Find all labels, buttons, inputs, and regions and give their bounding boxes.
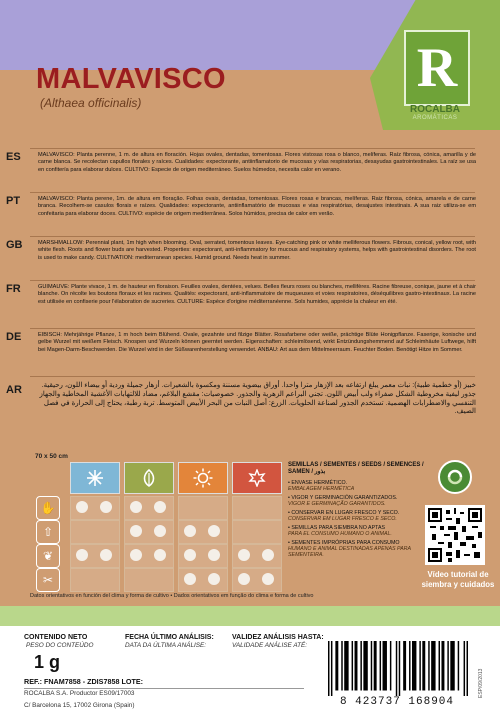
- calendar-dot: [208, 525, 220, 537]
- calendar-cell: [70, 520, 120, 544]
- calendar-cell: [178, 496, 228, 520]
- net-content-label: CONTENIDO NETO: [24, 634, 88, 641]
- qr-code[interactable]: [425, 505, 485, 565]
- barcode: [328, 641, 468, 696]
- barcode-number: 8 423737 168904: [339, 696, 455, 708]
- calendar-dot: [130, 549, 142, 561]
- video-tutorial-label: Vídeo tutorial de siembra y cuidados: [421, 570, 495, 589]
- address: C/ Barcelona 15, 17002 Girona (Spain): [24, 702, 135, 709]
- description-gb: MARSHMALLOW: Perennial plant, 1m high when blooming. Oval, serrated, tomentous leaves. Eye-catching pink or white melliferous flowers. Fibrous, conical, yellow root, with white flesh. Roots and flower buds are harvested. Properties: expectorant, anti-inflammatory for mucous and respiratory systems, helps with gastrointestinal disorders. The root is used to make candy. CULTIVATION: mediterranean species. Humid ground. Needs heat in summer.: [38, 240, 476, 261]
- calendar-dot: [76, 501, 88, 513]
- calendar-dot: [76, 549, 88, 561]
- sun-icon: [178, 462, 228, 494]
- seeds-line: • SEMILLAS PARA SIEMBRA NO APTAS PARA EL CONSUMO HUMANO O ANIMAL.: [288, 525, 392, 538]
- calendar-cell: [232, 496, 282, 520]
- description-de: EIBISCH: Mehrjährige Pflanze, 1 m hoch beim Blühend. Ovale, gezahnte und filzige Blätter. Rosafarbene oder weiße, prächtige Blüte Honigpflanze. Faserige, konische und gelbe Wurzel mit weißem Fleisch. Knospen und Wurzeln können geerntet werden. Eigenschaften: schleimlösend, wirkt Entzündungshemmend auf Schleimhäute Luftwege, hilft bei Magen-Darm-Beschwerden. Die Wurzel wird in der Süßwarenherstellung verwendet. ANBAU: Art aus dem Mittelmeerraum. Feuchter Boden. Benötigt Hitze im Sommer.: [38, 332, 476, 353]
- analysis-date-label: FECHA ÚLTIMO ANÁLISIS:: [125, 634, 214, 641]
- calendar-dot: [154, 549, 166, 561]
- seeds-heading: SEMILLAS / SEMENTES / SEEDS / SEMENCES / SAMEN / بذور: [288, 462, 424, 475]
- product-title: MALVAVISCO: [36, 63, 226, 95]
- divider: [24, 688, 304, 689]
- calendar-dot: [154, 525, 166, 537]
- calendar-cell: [124, 568, 174, 592]
- calendar-dot: [184, 573, 196, 585]
- divider: [30, 148, 475, 149]
- calendar-dot: [100, 501, 112, 513]
- validity-label: VALIDEZ ANÁLISIS HASTA:: [232, 634, 324, 641]
- latin-name: (Althaea officinalis): [40, 96, 142, 110]
- lang-code-ar: AR: [6, 384, 22, 396]
- description-fr: GUIMAUVE: Plante vivace, 1 m. de hauteur en floraison. Feuilles ovales, dentées, velues. Belles fleurs roses ou blanches, mellifères. Racine fibreuse, conique, jaune et à chair blanche. On récolte les boutons floraux et les racines. Qualités: expectorant, anti-inflammatoire de muqueuses et voies respiratoires, déséquilibres gastro-intestinaux. La racine est utilisée en confiserie pour l'élaboration de sucreries. CULTURE: Espèce d'origine méditerranéenne. Sols humides, apprécie la chaleur en été.: [38, 284, 476, 305]
- calendar-cell: [232, 520, 282, 544]
- rocalba-logo: [404, 30, 470, 106]
- net-content-value: 1 g: [34, 652, 61, 672]
- divider: [30, 192, 475, 193]
- reference: REF.: FNAM7858 - ZDIS7858 LOTE:: [24, 677, 144, 686]
- description-es: MALVAVISCO: Planta perenne, 1 m. de altura en floración. Hojas ovales, dentadas, tomentosas. Flores vistosas rosa o blanco, melíferas. Raíz fibrosa, cónica, amarilla y de carne blanca. Se recolectan capullos florales y raíces. Cualidades: expectorante, antiinflamatorio de mucosas y vías respiratorias, desayudas gastrointestinales. La raíz se usa en confitería para elaborar dulces. CULTIVO: Especie de origen mediterráneo. Suelos húmedos, necesita calor en verano.: [38, 152, 476, 173]
- harvest-icon: ✂: [36, 568, 60, 592]
- calendar-dot: [262, 573, 274, 585]
- validity-label-pt: VALIDADE ANÁLISE ATÉ:: [232, 642, 308, 649]
- logo-subtitle: AROMÁTICAS: [412, 115, 458, 121]
- snowflake-icon: [70, 462, 120, 494]
- plant-icon: ❦: [36, 544, 60, 568]
- logo-letter: R: [416, 37, 458, 99]
- logo-name: ROCALBA: [410, 104, 460, 115]
- calendar-dot: [184, 549, 196, 561]
- spacing-label: 70 x 50 cm: [35, 453, 68, 460]
- green-dot-recycle-icon: [438, 460, 472, 494]
- divider: [30, 280, 475, 281]
- calendar-dot: [184, 525, 196, 537]
- analysis-date-label-pt: DATA DA ÚLTIMA ANÁLISE:: [125, 642, 207, 649]
- divider: [30, 376, 475, 377]
- lang-code-gb: GB: [6, 239, 23, 251]
- maple-leaf-icon: [232, 462, 282, 494]
- calendar-dot: [208, 549, 220, 561]
- lang-code-es: ES: [6, 151, 21, 163]
- footnote: Datos orientativos en función del clima y forma de cultivo • Dados orientativos em função do clima e forma de cultivo: [30, 593, 314, 599]
- calendar-dot: [262, 549, 274, 561]
- lang-code-pt: PT: [6, 195, 21, 207]
- lang-code-fr: FR: [6, 283, 21, 295]
- transplant-icon: ⇧: [36, 520, 60, 544]
- divider: [30, 236, 475, 237]
- description-ar: خبيز (أو خطمية طبية): نبات معمر يبلغ ارتفاعه بعد الإزهار مترا واحدا. أوراق بيضوية مسننة ومكسوة بالشعيرات. أزهار جميلة وردية أو بيضاء اللون، رحيقية. جذور ليفية مخروطية الشكل صفراء ولب أبيض اللون. تجني البراعم الزهرية والجذور. خصوصيات: مقشع البلاغم، مضاد للالتهابات الأغشية المخاطية والجهاز التنفسي والاضطرابات الهضمية. تستخدم الجذور لصناعة الحلويات. الزرع: أصل النبات من البحر الأبيض المتوسط. تربة رطبة، يحتاج إلى الحرارة في فصل الصيف.: [39, 382, 476, 416]
- sowing-icon: ✋: [36, 496, 60, 520]
- vertical-code: ESP/09/2013: [478, 668, 484, 698]
- lang-code-de: DE: [6, 331, 22, 343]
- calendar-dot: [238, 573, 250, 585]
- seeds-line: • CONSERVAR EN LUGAR FRESCO Y SECO. CONSERVAR EM LUGAR FRESCO E SECO.: [288, 510, 400, 523]
- calendar-cell: [70, 568, 120, 592]
- seeds-line: • ENVASE HERMÉTICO. EMBALAGEM HERMÉTICA: [288, 480, 355, 493]
- calendar-dot: [154, 501, 166, 513]
- seeds-line: • SEMENTES IMPRÓPRIAS PARA CONSUMO HUMANO E ANIMAL DESTINADAS APENAS PARA SEMENTEIRA.: [288, 540, 411, 559]
- producer: ROCALBA S.A. Productor ES09/17003: [24, 690, 135, 697]
- calendar-dot: [130, 525, 142, 537]
- calendar-dot: [238, 549, 250, 561]
- divider: [30, 328, 475, 329]
- leaf-icon: [124, 462, 174, 494]
- net-content-label-pt: PESO DO CONTEÚDO: [26, 642, 94, 649]
- description-pt: MALVAVISCO: Planta perene, 1m. de altura em floração. Folhas ovais, dentadas, tomentosas. Flores rosas e brancas, melíferas. Raiz fibrosa, cónica, amarela e de carne branca. Recolhem-se casulos florais e raízes. Qualidades: expectorante, antiinflamatório de mucosas e vias respiratórias, desajustes intestinais. A sua raiz utiliza-se em confeitaria para elaborar doces. CULTIVO: espécie de origem mediterrânea. Solos húmidos, precisa de calor em verão.: [38, 196, 476, 217]
- calendar-dot: [208, 573, 220, 585]
- calendar-dot: [130, 501, 142, 513]
- seeds-line: • VIGOR Y GERMINACIÓN GARANTIZADOS. VIGOR E GERMINAÇÃO GARANTIDOS.: [288, 495, 398, 508]
- calendar-dot: [100, 549, 112, 561]
